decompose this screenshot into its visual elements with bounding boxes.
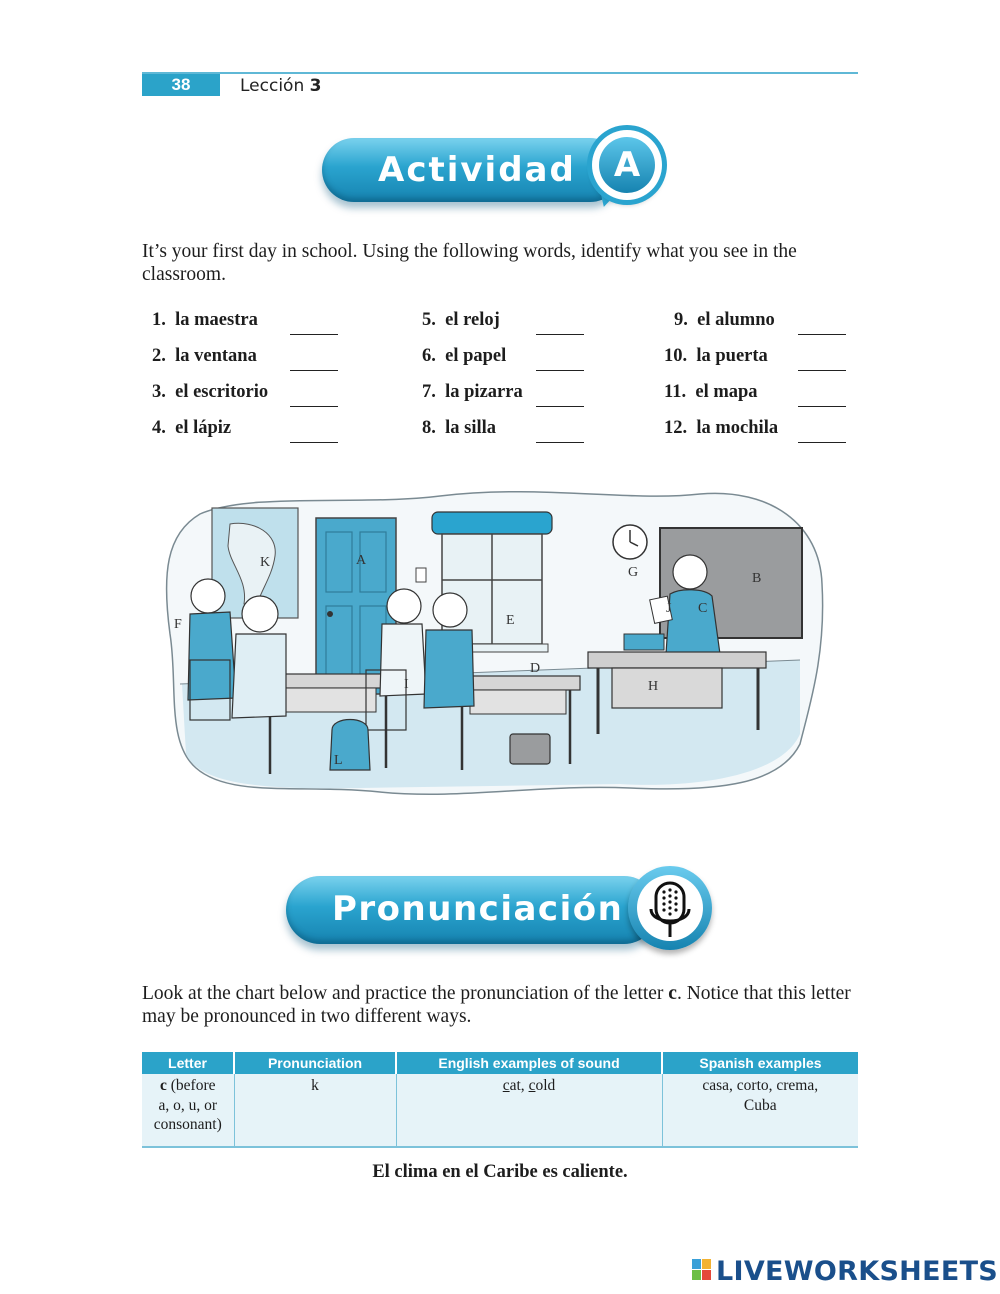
scene-label-a: A <box>356 553 367 568</box>
lesson-label: Lección <box>240 76 305 96</box>
vocab-item <box>664 344 768 368</box>
answer-blank-8[interactable] <box>536 426 584 448</box>
answer-blank-6[interactable] <box>536 354 584 376</box>
item-word: la maestra <box>175 310 258 330</box>
item-word: el mapa <box>695 382 758 402</box>
answer-blank-9[interactable] <box>798 318 846 340</box>
vocab-item <box>152 416 231 440</box>
answer-blank-12[interactable] <box>798 426 846 448</box>
vocab-item <box>422 344 506 368</box>
instructions-letter: c <box>668 983 677 1004</box>
cell-letter-note-2: a, o, u, or <box>158 1096 218 1114</box>
item-number: 2. <box>152 346 166 366</box>
table-header-row <box>142 1052 858 1074</box>
item-word: el escritorio <box>175 382 269 402</box>
cell-letter-bold: c <box>159 1077 167 1094</box>
answer-blank-5[interactable] <box>536 318 584 340</box>
header-letter: Letter <box>142 1052 234 1074</box>
answer-blank-1[interactable] <box>290 318 338 340</box>
cell-letter-note-3: consonant) <box>153 1116 222 1133</box>
vocab-item <box>422 416 496 440</box>
spanish-examples-2: Cuba <box>743 1096 777 1114</box>
cell-spanish-examples <box>662 1074 858 1147</box>
cell-pronunciation: k <box>234 1074 396 1147</box>
scene-label-g: G <box>628 565 639 580</box>
english-underlined-2: c <box>528 1077 536 1094</box>
cell-letter <box>142 1074 234 1147</box>
scene-label-f: F <box>174 617 182 632</box>
scene-label-c: C <box>698 601 708 616</box>
item-number: 7. <box>422 382 436 402</box>
answer-blank-7[interactable] <box>536 390 584 412</box>
scene-label-e: E <box>506 613 515 628</box>
item-word: el papel <box>445 346 507 366</box>
microphone-icon <box>637 875 703 941</box>
header-pronunciation: Pronunciation <box>234 1052 396 1074</box>
cell-letter-note-1: (before <box>166 1077 216 1094</box>
page-number: 38 <box>142 74 220 96</box>
item-number: 10. <box>664 346 688 366</box>
microphone-badge <box>628 866 712 950</box>
item-word: la mochila <box>696 418 779 438</box>
scene-label-d: D <box>530 661 541 676</box>
item-number: 11. <box>664 382 687 402</box>
actividad-instructions: It’s your first day in school. Using the following words, identify what you see in the classroom. <box>142 241 797 285</box>
instructions-text-1: Look at the chart below and practice the pronunciation of the letter <box>142 983 669 1004</box>
answer-blank-3[interactable] <box>290 390 338 412</box>
answer-blank-2[interactable] <box>290 354 338 376</box>
scene-label-h: H <box>648 679 659 694</box>
answer-blank-10[interactable] <box>798 354 846 376</box>
item-number: 9. <box>674 310 688 330</box>
item-word: el lápiz <box>175 418 232 438</box>
item-number: 1. <box>152 310 166 330</box>
answer-blank-11[interactable] <box>798 390 846 412</box>
header-spanish-examples: Spanish examples <box>662 1052 858 1074</box>
item-word: la ventana <box>175 346 257 366</box>
liveworksheets-logo-icon <box>692 1259 712 1281</box>
cell-english-examples <box>396 1074 662 1147</box>
scene-label-k: K <box>260 555 271 570</box>
item-number: 5. <box>422 310 436 330</box>
lesson-title <box>240 74 321 98</box>
english-rest-2: old <box>535 1077 556 1094</box>
scene-label-j: J <box>666 601 672 616</box>
item-number: 6. <box>422 346 436 366</box>
vocab-item <box>422 380 523 404</box>
activity-badge <box>592 130 662 200</box>
classroom-illustration <box>160 484 830 800</box>
pronunciacion-instructions <box>142 982 858 1028</box>
pronunciacion-title: Pronunciación <box>332 889 624 929</box>
table-row <box>142 1074 858 1147</box>
item-number: 8. <box>422 418 436 438</box>
scene-label-l: L <box>334 753 343 768</box>
header-english-examples: English examples of sound <box>396 1052 662 1074</box>
item-number: 3. <box>152 382 166 402</box>
vocab-item <box>664 380 758 404</box>
actividad-title: Actividad <box>378 150 576 190</box>
vocab-item <box>152 380 268 404</box>
english-underlined-1: c <box>502 1077 510 1094</box>
pronunciacion-banner <box>286 876 658 944</box>
answer-blank-4[interactable] <box>290 426 338 448</box>
vocab-item <box>664 416 778 440</box>
english-rest-1: at, <box>509 1077 529 1094</box>
instructions-text-2: . Notice that this letter may be pronounced in two different ways. <box>142 983 851 1027</box>
item-number: 4. <box>152 418 166 438</box>
closing-sentence: El clima en el Caribe es caliente. <box>372 1162 628 1182</box>
activity-badge-letter: A <box>599 137 655 193</box>
vocab-item <box>152 308 258 332</box>
vocab-item <box>674 308 775 332</box>
scene-label-i: I <box>404 677 409 692</box>
lesson-number: 3 <box>309 76 322 96</box>
item-word: la pizarra <box>445 382 523 402</box>
pronunciation-table <box>142 1052 858 1148</box>
item-number: 12. <box>664 418 688 438</box>
vocab-item <box>152 344 257 368</box>
vocab-item <box>422 308 500 332</box>
spanish-examples-1: casa, corto, crema, <box>702 1077 819 1094</box>
item-word: la silla <box>445 418 497 438</box>
item-word: el alumno <box>697 310 775 330</box>
item-word: la puerta <box>696 346 768 366</box>
scene-label-b: B <box>752 571 762 586</box>
item-word: el reloj <box>445 310 500 330</box>
liveworksheets-logo[interactable]: LIVEWORKSHEETS <box>716 1256 999 1287</box>
actividad-banner <box>322 138 622 202</box>
